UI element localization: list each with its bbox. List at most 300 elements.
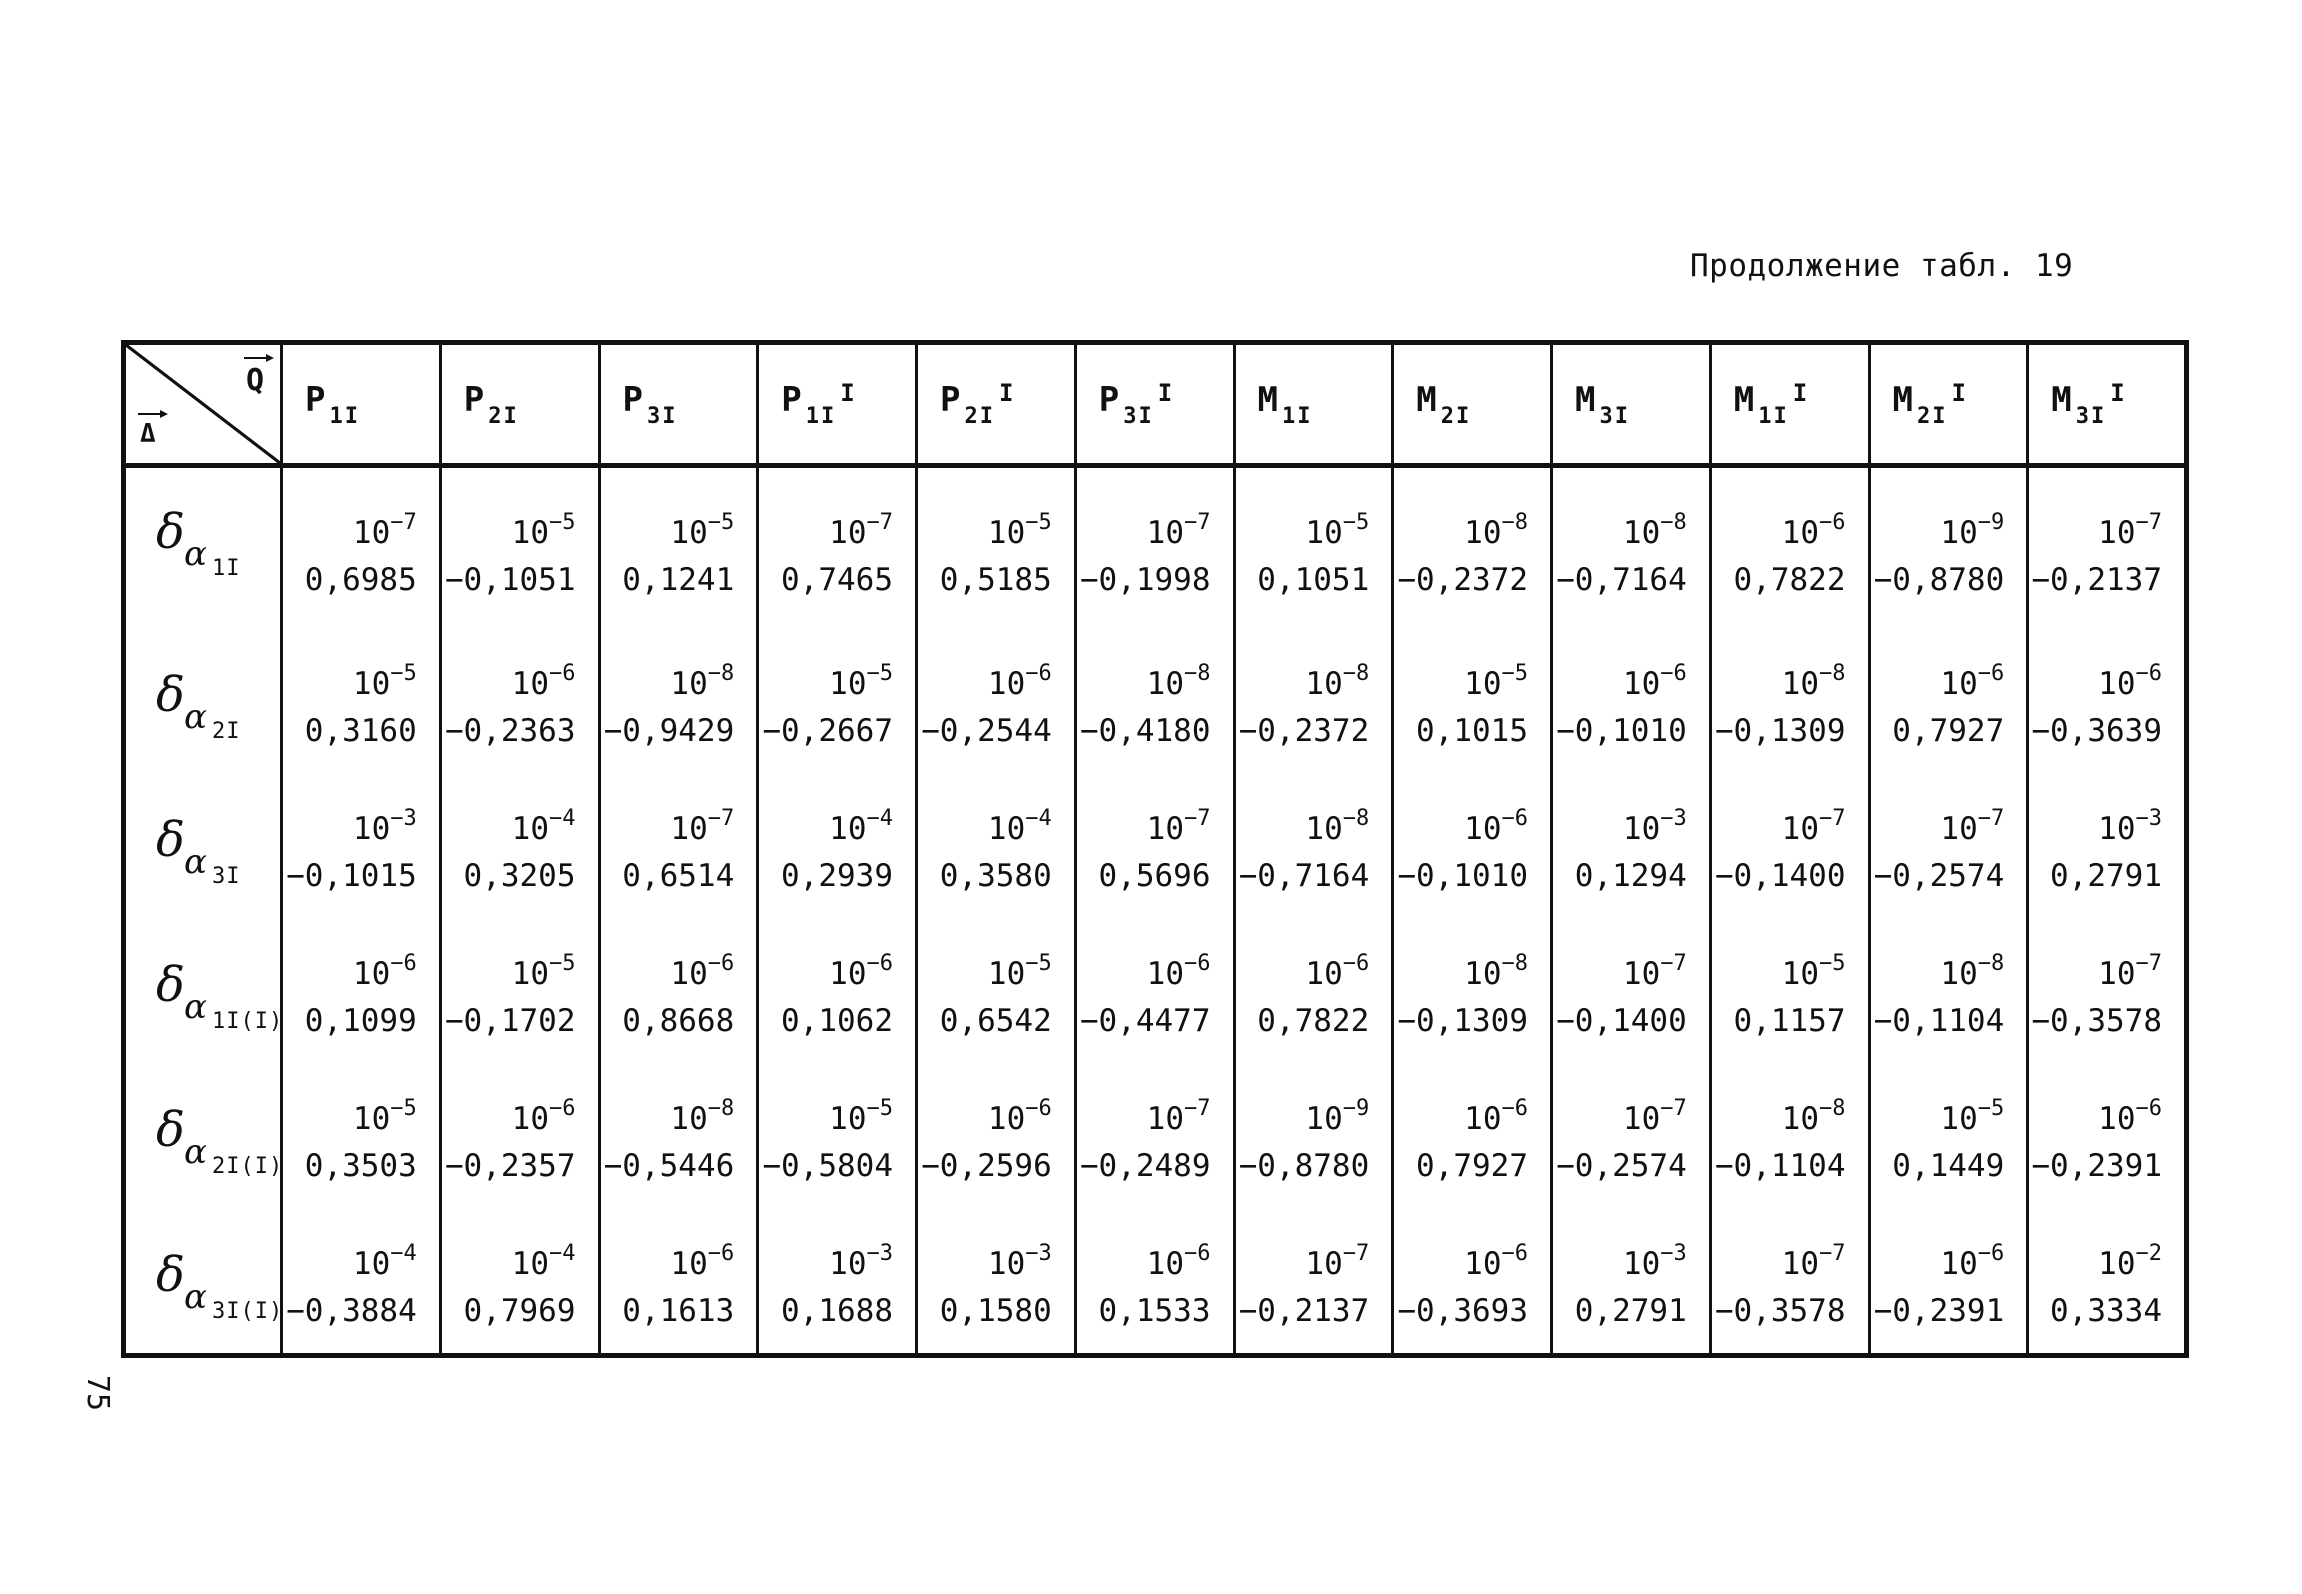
cell-value: 0,1157	[1733, 1002, 1846, 1039]
column-header	[1869, 343, 2028, 466]
scale-exponent: −6	[2135, 1095, 2162, 1121]
cell-value: 0,7927	[1416, 1147, 1528, 1184]
cell-scale-factor	[283, 1241, 417, 1285]
scale-base: 10	[1146, 1245, 1184, 1282]
table-cell	[599, 466, 758, 631]
scale-base: 10	[1464, 810, 1502, 847]
scale-exponent: −7	[1660, 950, 1687, 976]
cell-value: 0,7822	[1733, 562, 1846, 598]
scale-exponent: −7	[707, 805, 735, 831]
scale-base: 10	[511, 665, 549, 702]
table-body	[124, 466, 2187, 1356]
cell-scale-factor	[1712, 510, 1846, 554]
cell-value: −0,1400	[1714, 857, 1846, 894]
scale-exponent: −6	[866, 950, 893, 976]
cell-scale-factor	[1712, 1096, 1846, 1140]
cell-scale-factor	[1712, 661, 1846, 705]
corner-row-text: Δ	[140, 419, 156, 449]
scale-base: 10	[987, 1245, 1026, 1282]
scale-base: 10	[511, 955, 549, 992]
header-subscript: 3I	[1599, 403, 1630, 429]
column-header	[2028, 343, 2187, 466]
cell-scale-factor	[1871, 510, 2005, 554]
scale-exponent: −3	[390, 805, 417, 831]
table-cell	[1393, 921, 1552, 1066]
scale-exponent: −7	[1977, 805, 2005, 831]
table-cell	[758, 466, 917, 631]
scale-exponent: −6	[1977, 1240, 2005, 1266]
row-label-index: 1I(I)	[212, 1008, 284, 1034]
corner-row-label	[140, 419, 156, 449]
cell-scale-factor	[1236, 510, 1370, 554]
cell-scale-factor	[1553, 1096, 1687, 1140]
scale-exponent: −2	[2135, 1240, 2162, 1266]
cell-scale-factor	[1871, 806, 2005, 850]
cell-scale-factor	[1236, 1096, 1370, 1140]
scale-exponent: −9	[1977, 510, 2005, 535]
scale-exponent: −8	[1342, 660, 1370, 686]
cell-value: −0,5446	[603, 1147, 735, 1184]
row-label-index: 2I(I)	[212, 1153, 284, 1179]
table-cell	[758, 1211, 917, 1356]
scale-base: 10	[829, 665, 867, 702]
cell-value: −0,4477	[1079, 1002, 1211, 1039]
table-cell	[282, 1211, 441, 1356]
table-cell	[282, 466, 441, 631]
scale-exponent: −8	[1501, 510, 1528, 535]
scale-exponent: −5	[1025, 510, 1052, 535]
header-symbol: P	[781, 380, 802, 420]
scale-base: 10	[1940, 515, 1978, 551]
scale-base: 10	[352, 955, 391, 992]
scale-base: 10	[670, 955, 708, 992]
scale-exponent: −8	[1819, 660, 1846, 686]
cell-value: −0,3578	[2031, 1002, 2162, 1039]
cell-scale-factor	[2029, 1096, 2162, 1140]
scale-base: 10	[829, 1100, 867, 1137]
header-symbol: M	[1892, 380, 1913, 420]
cell-scale-factor	[1236, 661, 1370, 705]
table-cell	[440, 776, 599, 921]
scale-base: 10	[1146, 515, 1184, 551]
table-cell	[1393, 1066, 1552, 1211]
column-header	[282, 343, 441, 466]
cell-scale-factor	[1553, 951, 1687, 995]
cell-value: −0,2574	[1556, 1147, 1687, 1184]
scale-base: 10	[987, 810, 1026, 847]
scale-base: 10	[1781, 1100, 1819, 1137]
scale-base: 10	[1940, 665, 1978, 702]
cell-value: 0,7969	[463, 1292, 576, 1329]
cell-scale-factor	[601, 951, 735, 995]
column-header	[917, 343, 1076, 466]
cell-scale-factor	[283, 951, 417, 995]
scale-base: 10	[987, 1100, 1026, 1137]
scale-exponent: −5	[549, 510, 576, 535]
scale-base: 10	[2098, 810, 2136, 847]
table-cell	[917, 466, 1076, 631]
scale-base: 10	[987, 515, 1026, 551]
cell-scale-factor	[1077, 951, 1211, 995]
scale-exponent: −6	[1660, 660, 1687, 686]
table-cell	[1552, 1211, 1711, 1356]
table-cell	[1393, 466, 1552, 631]
scale-exponent: −8	[1660, 510, 1687, 535]
header-symbol: P	[1098, 380, 1120, 420]
cell-scale-factor	[601, 661, 735, 705]
cell-scale-factor	[918, 806, 1052, 850]
cell-scale-factor	[2029, 951, 2162, 995]
vector-arrow-icon	[138, 410, 168, 418]
scale-base: 10	[1305, 515, 1343, 551]
cell-scale-factor	[1871, 1096, 2005, 1140]
cell-value: −0,1104	[1873, 1002, 2005, 1039]
table-cell	[1552, 921, 1711, 1066]
cell-scale-factor	[442, 1241, 576, 1285]
row-label-delta: δ	[156, 1246, 185, 1303]
scale-base: 10	[1940, 1100, 1978, 1137]
scale-base: 10	[670, 665, 708, 702]
row-label-alpha: α	[184, 1276, 207, 1317]
table-cell	[917, 1211, 1076, 1356]
header-subscript: 2I	[488, 403, 519, 429]
cell-scale-factor	[1394, 1241, 1528, 1285]
table-cell	[1393, 1211, 1552, 1356]
table-cell	[599, 776, 758, 921]
row-label	[124, 1066, 282, 1211]
cell-value: −0,1010	[1397, 857, 1528, 894]
table-cell	[1075, 1066, 1234, 1211]
cell-scale-factor	[759, 1241, 893, 1285]
scale-base: 10	[1464, 955, 1502, 992]
cell-scale-factor	[1712, 1241, 1846, 1285]
cell-scale-factor	[759, 661, 893, 705]
scale-base: 10	[829, 810, 867, 847]
table-cell	[2028, 1066, 2187, 1211]
cell-scale-factor	[283, 661, 417, 705]
scale-base: 10	[511, 515, 549, 551]
scale-base: 10	[352, 810, 391, 847]
cell-value: 0,7465	[781, 562, 893, 598]
column-header	[1075, 343, 1234, 466]
column-header	[1710, 343, 1869, 466]
column-header	[1234, 343, 1393, 466]
cell-value: 0,1015	[1416, 712, 1528, 749]
row-label-alpha: α	[184, 1131, 207, 1172]
table-cell	[2028, 631, 2187, 776]
scale-base: 10	[670, 1100, 708, 1137]
table-cell	[440, 466, 599, 631]
cell-scale-factor	[442, 951, 576, 995]
table-cell	[758, 1066, 917, 1211]
column-header	[599, 343, 758, 466]
scale-base: 10	[987, 955, 1026, 992]
scale-base: 10	[1622, 515, 1661, 551]
cell-value: −0,3578	[1714, 1292, 1846, 1329]
header-superscript: I	[1951, 379, 1966, 407]
table-cell	[1869, 776, 2028, 921]
scale-base: 10	[511, 1100, 549, 1137]
scale-exponent: −6	[1342, 950, 1370, 976]
header-symbol: M	[1257, 379, 1278, 420]
scale-exponent: −7	[2135, 510, 2162, 535]
scale-base: 10	[1781, 665, 1819, 702]
cell-value: −0,2596	[921, 1147, 1052, 1184]
table-cell	[440, 1211, 599, 1356]
scale-base: 10	[511, 810, 549, 847]
scale-base: 10	[1146, 1100, 1184, 1137]
table-cell	[1552, 631, 1711, 776]
scale-exponent: −7	[390, 510, 417, 535]
scale-exponent: −5	[1342, 510, 1370, 535]
scale-base: 10	[829, 515, 867, 551]
table-cell	[1234, 1066, 1393, 1211]
cell-value: 0,2791	[2050, 857, 2162, 894]
scale-base: 10	[1622, 665, 1661, 702]
cell-scale-factor	[1871, 661, 2005, 705]
table-cell	[440, 631, 599, 776]
scale-exponent: −5	[866, 1095, 893, 1121]
header-row	[124, 343, 2187, 466]
cell-scale-factor	[1394, 951, 1528, 995]
cell-scale-factor	[1236, 806, 1370, 850]
table-cell	[1710, 466, 1869, 631]
cell-value: 0,6514	[622, 857, 735, 894]
row-label	[124, 466, 282, 631]
cell-value: 0,1051	[1257, 562, 1370, 598]
scale-base: 10	[2098, 955, 2136, 992]
vector-arrow-icon	[244, 354, 274, 362]
scale-exponent: −6	[549, 1095, 576, 1121]
scale-exponent: −6	[1977, 660, 2005, 686]
row-label-index: 1I	[212, 556, 241, 581]
scale-exponent: −7	[1184, 805, 1211, 831]
scale-base: 10	[1781, 1245, 1819, 1282]
table-caption: Продолжение табл. 19	[1690, 248, 2074, 284]
scale-exponent: −4	[1025, 805, 1052, 831]
row-label-delta: δ	[156, 666, 185, 723]
cell-value: −0,1051	[444, 562, 576, 598]
scale-exponent: −7	[1819, 805, 1846, 831]
row-label-alpha: α	[184, 986, 207, 1027]
scale-base: 10	[829, 1245, 867, 1282]
cell-value: −0,3693	[1397, 1292, 1528, 1329]
table-cell	[1710, 1211, 1869, 1356]
table-cell	[1869, 1066, 2028, 1211]
row-label-alpha: α	[184, 696, 207, 737]
cell-scale-factor	[601, 510, 735, 554]
cell-value: −0,1015	[286, 857, 417, 894]
table-row	[124, 921, 2187, 1066]
table-cell	[1075, 631, 1234, 776]
column-header	[1393, 343, 1552, 466]
table-cell	[917, 921, 1076, 1066]
scale-exponent: −8	[707, 1095, 735, 1121]
scale-exponent: −8	[1184, 660, 1211, 686]
table-cell	[1710, 776, 1869, 921]
cell-value: 0,1449	[1892, 1147, 2005, 1184]
table-cell	[440, 921, 599, 1066]
header-symbol: M	[2051, 380, 2072, 420]
cell-value: 0,6542	[939, 1002, 1052, 1039]
cell-scale-factor	[601, 1096, 735, 1140]
scale-base: 10	[352, 515, 391, 551]
scale-base: 10	[1940, 810, 1978, 847]
cell-value: 0,6985	[304, 562, 417, 598]
scale-exponent: −3	[866, 1240, 893, 1266]
scale-base: 10	[1781, 515, 1819, 551]
cell-value: −0,9429	[603, 712, 735, 749]
scale-exponent: −7	[1342, 1240, 1370, 1266]
scale-exponent: −8	[1977, 950, 2005, 976]
header-subscript: 3I	[2075, 404, 2107, 429]
scale-exponent: −4	[390, 1240, 417, 1266]
table-cell	[1552, 466, 1711, 631]
cell-scale-factor	[1553, 1241, 1687, 1285]
cell-scale-factor	[442, 510, 576, 554]
scale-base: 10	[2098, 1245, 2136, 1282]
scale-base: 10	[1464, 1245, 1502, 1282]
table-cell	[1552, 776, 1711, 921]
header-symbol: P	[940, 380, 961, 420]
header-superscript: I	[2110, 379, 2125, 407]
cell-value: 0,7927	[1892, 712, 2005, 749]
table-cell	[2028, 466, 2187, 631]
scale-exponent: −4	[866, 805, 893, 831]
scale-exponent: −6	[1819, 510, 1846, 535]
scale-base: 10	[1146, 810, 1184, 847]
cell-value: 0,8668	[622, 1002, 735, 1039]
scale-exponent: −8	[707, 660, 735, 686]
scale-base: 10	[1464, 515, 1502, 551]
table-cell	[1075, 466, 1234, 631]
scale-exponent: −6	[1501, 805, 1528, 831]
table-cell	[758, 776, 917, 921]
scale-base: 10	[2098, 515, 2136, 551]
cell-scale-factor	[1553, 661, 1687, 705]
scale-base: 10	[829, 955, 867, 992]
scale-exponent: −5	[866, 660, 893, 686]
header-superscript: I	[1157, 379, 1173, 407]
table-cell	[1393, 631, 1552, 776]
scale-exponent: −6	[1184, 1240, 1211, 1266]
header-symbol: P	[463, 379, 485, 420]
cell-scale-factor	[1553, 510, 1687, 554]
table-cell	[1869, 1211, 2028, 1356]
scale-base: 10	[1146, 955, 1184, 992]
header-superscript: I	[1792, 379, 1808, 407]
cell-value: −0,2363	[444, 712, 576, 749]
table-row	[124, 1066, 2187, 1211]
coefficient-table	[121, 340, 2189, 1358]
header-symbol: M	[1733, 380, 1755, 420]
table-cell	[1869, 631, 2028, 776]
table-cell	[1710, 1066, 1869, 1211]
cell-value: 0,1533	[1098, 1292, 1211, 1329]
row-label-delta: δ	[156, 504, 185, 560]
scale-base: 10	[670, 515, 708, 551]
cell-value: −0,1998	[1079, 562, 1211, 598]
cell-scale-factor	[2029, 1241, 2162, 1285]
row-label	[124, 776, 282, 921]
scale-exponent: −7	[1184, 1095, 1211, 1121]
cell-scale-factor	[1394, 661, 1528, 705]
table-cell	[917, 631, 1076, 776]
cell-value: −0,1309	[1397, 1002, 1528, 1039]
scale-exponent: −5	[1819, 950, 1846, 976]
scale-exponent: −9	[1342, 1095, 1370, 1121]
table-cell	[282, 1066, 441, 1211]
table-cell	[2028, 776, 2187, 921]
table-cell	[1393, 776, 1552, 921]
cell-scale-factor	[2029, 661, 2162, 705]
column-header	[440, 343, 599, 466]
cell-value: −0,1400	[1556, 1002, 1687, 1039]
table-cell	[758, 921, 917, 1066]
table-cell	[599, 631, 758, 776]
scale-base: 10	[1622, 1100, 1661, 1137]
cell-scale-factor	[601, 1241, 735, 1285]
cell-scale-factor	[759, 1096, 893, 1140]
header-subscript: 1I	[805, 404, 837, 429]
table-cell	[1710, 631, 1869, 776]
scale-base: 10	[1622, 955, 1661, 992]
table-cell	[758, 631, 917, 776]
scale-base: 10	[2098, 1100, 2136, 1137]
scale-base: 10	[1622, 810, 1661, 847]
scale-exponent: −3	[1660, 1240, 1687, 1266]
scale-base: 10	[1305, 1100, 1343, 1137]
scale-exponent: −6	[2135, 660, 2162, 686]
header-symbol: P	[305, 379, 326, 420]
scale-exponent: −6	[707, 1240, 735, 1266]
table-row	[124, 776, 2187, 921]
corner-column-label	[246, 363, 264, 398]
scale-exponent: −5	[390, 1095, 417, 1121]
scale-base: 10	[1305, 955, 1343, 992]
cell-scale-factor	[918, 951, 1052, 995]
cell-scale-factor	[2029, 806, 2162, 850]
scale-exponent: −6	[1184, 950, 1211, 976]
scale-exponent: −5	[390, 660, 417, 686]
cell-scale-factor	[2029, 510, 2162, 554]
cell-scale-factor	[918, 1241, 1052, 1285]
table-cell	[917, 1066, 1076, 1211]
scale-exponent: −7	[866, 510, 893, 535]
cell-value: 0,1688	[781, 1292, 893, 1329]
cell-scale-factor	[759, 951, 893, 995]
column-header	[1552, 343, 1711, 466]
cell-value: 0,1613	[622, 1292, 735, 1329]
column-header	[758, 343, 917, 466]
scale-base: 10	[1622, 1245, 1661, 1282]
table-cell	[917, 776, 1076, 921]
cell-scale-factor	[1077, 806, 1211, 850]
header-subscript: 2I	[1916, 404, 1948, 429]
table-cell	[1234, 921, 1393, 1066]
table-cell	[1234, 631, 1393, 776]
cell-scale-factor	[283, 806, 417, 850]
scale-exponent: −6	[549, 660, 576, 686]
cell-value: −0,4180	[1079, 712, 1211, 749]
cell-value: 0,2939	[781, 857, 893, 894]
table-cell	[599, 921, 758, 1066]
cell-scale-factor	[1871, 1241, 2005, 1285]
cell-scale-factor	[1394, 1096, 1528, 1140]
table-cell	[1552, 1066, 1711, 1211]
table-cell	[599, 1211, 758, 1356]
scale-base: 10	[2098, 665, 2136, 702]
